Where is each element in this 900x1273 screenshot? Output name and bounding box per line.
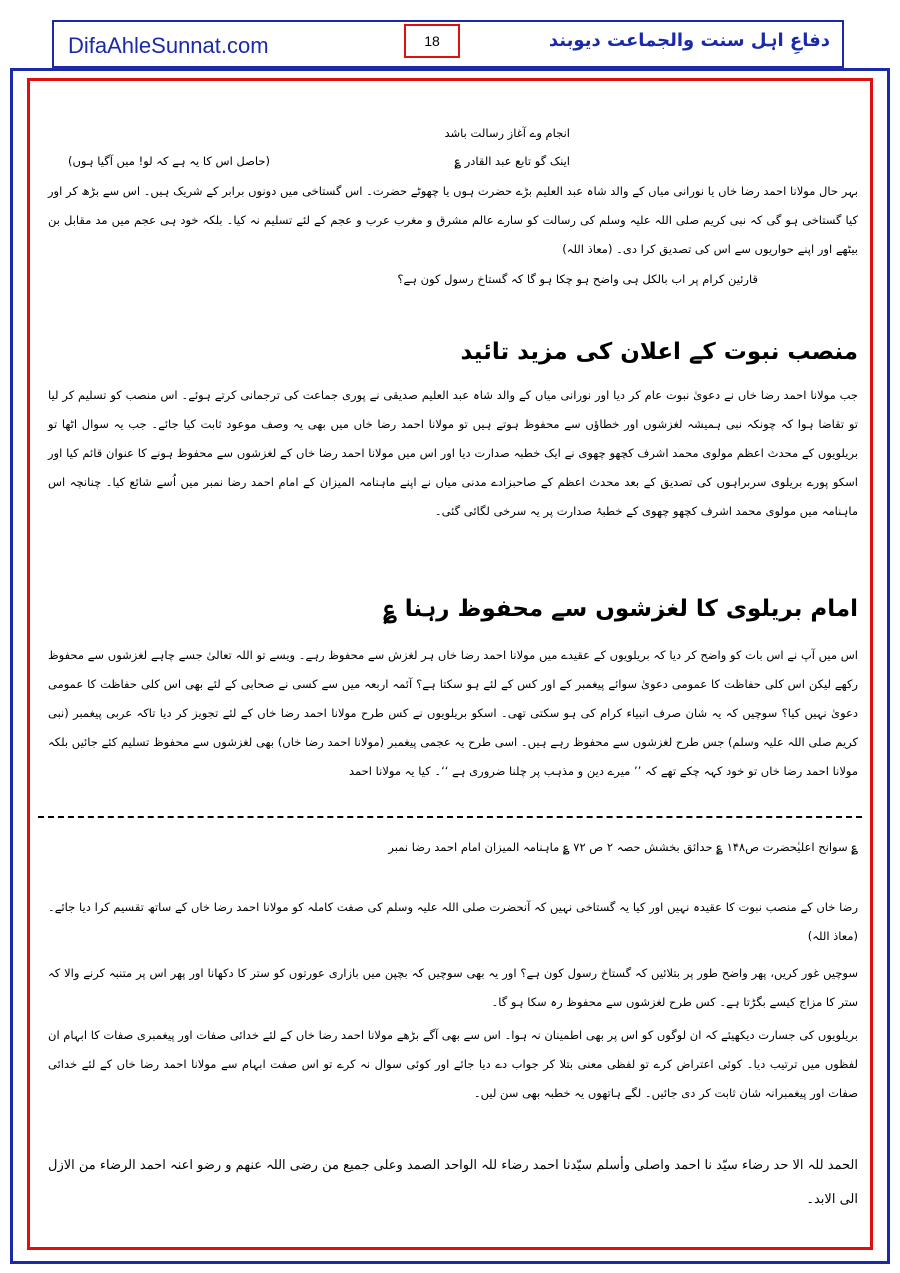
footnote: ؏ سوانح اعلیٰحضرت ص۱۴۸ ؏ حدائق بخشش حصہ ۲ ص ۷۲ ؏ ماہنامہ المیزان امام احمد رضا نمبر [388, 840, 858, 854]
page-number: 18 [404, 24, 460, 58]
header-bar [52, 20, 844, 68]
brand-title: دفاعِ اہل سنت والجماعت دیوبند [548, 30, 830, 51]
paragraph-4: سوچیں غور کریں، پھر واضح طور پر بتلائیں کہ گستاخ رسول کون ہے؟ اور یہ بھی سوچیں کہ بچپن میں بازاری عورتوں کو ستر کا دکھانا اور پھر اس پر متنبہ کرنے والا کہ ستر کا مزاج کیسے بگڑتا ہے۔ کس طرح لغزشوں سے محفوظ رہ سکا ہو گا۔ [48, 966, 858, 1009]
page-frame [27, 78, 873, 1250]
paragraph-1: جب مولانا احمد رضا خاں نے دعویٰ نبوت عام کر دیا اور نورانی میاں کے والد شاہ عبد العلیم صدیقی نے پوری جماعت کی ترجمانی کرتے ہوئے۔ اس منصب کو تسلیم کر لیا تو تقاضا ہوا کہ چونکہ نبی ہمیشہ لغزشوں اور خطاؤں سے محفوظ ہوتے ہیں تو مولانا احمد رضا خاں میں بھی یہ وصف موعود ثابت کیا جائے۔ جب یہ سوال اٹھا تو بریلویوں کے محدث اعظم مولوی محمد اشرف کچھو چھوی نے ایک خطبہ صدارت دیا اور اس میں مولانا احمد رضا خاں کے لغزشوں سے محفوظ ہونے کا عنوان قائم کیا اور اسکو پورے بریلوی سربراہوں کی تصدیق کے بعد محدث اعظم کے صاحبزادے مدنی میاں نے اپنے ماہنامہ المیزان کے امام احمد رضا نمبر میں اُسے شائع کیا۔ چنانچہ اس ماہنامہ میں مولوی محمد اشرف کچھو چھوی کے خطبۂ صدارت پر یہ سرخی لگائی گئی۔ [48, 388, 858, 518]
paragraph-2: اس میں آپ نے اس بات کو واضح کر دیا کہ بریلویوں کے عقیدے میں مولانا احمد رضا خاں ہر لغزش سے محفوظ رہے۔ ویسے تو اللہ تعالیٰ جسے چاہے لغزشوں سے محفوظ رکھے لیکن اس کلی حفاظت کا عمومی دعویٰ سوائے پیغمبر کے اور کس کے لئے ہو سکتا ہے؟ آئمہ اربعہ میں سے کسی نے صحابی کے لئے بھی اس کلی حفاظت کا عمومی دعویٰ نہیں کیا؟ سوچیں کہ یہ شان صرف انبیاء کرام کی ہو سکتی تھی۔ اسکو بریلویوں نے کس طرح مولانا احمد رضا خاں کے لئے تجویز کر دیا تاکہ عربی پیغمبر (نبی کریم صلی اللہ علیہ وسلم) جس طرح لغزشوں سے محفوظ رہے ہیں۔ اسی طرح یہ عجمی پیغمبر (مولانا احمد رضا خاں) بھی لغزشوں سے محفوظ تسلیم کئے جائیں بلکہ مولانا احمد رضا خاں تو خود کہہ چکے تھے کہ ’’ میرے دین و مذہب پر چلنا ضروری ہے ‘‘۔ کیا یہ مولانا احمد [48, 648, 858, 778]
verse-line-1: انجام وے آغاز رسالت باشد [444, 126, 570, 140]
intro-question: قارئین کرام پر اب بالکل ہی واضح ہو چکا ہو گا کہ گستاخ رسول کون ہے؟ [397, 272, 758, 286]
arabic-sermon: الحمد للہ الا حد رضاء سیّد نا احمد واصلی وأسلم سیّدنا احمد رضاء للہ الواحد الصمد وعلی جمیع من رضی اللہ عنھم و رضو اعنہ احمد الرضاء من الازل الی الابد۔ [48, 1158, 858, 1207]
verse-gloss: (حاصل اس کا یہ ہے کہ لو! میں آگیا ہوں) [67, 154, 270, 168]
footnote-separator [38, 816, 862, 818]
verse-line-2: اینک گو تابع عبد القادر ؏ [454, 154, 570, 168]
section-heading-2: امام بریلوی کا لغزشوں سے محفوظ رہنا ؏ [383, 596, 858, 622]
section-heading-1: منصب نبوت کے اعلان کی مزید تائید [460, 339, 858, 365]
paragraph-5: بریلویوں کی جسارت دیکھیئے کہ ان لوگوں کو اس پر بھی اطمینان نہ ہوا۔ اس سے بھی آگے بڑھے مولانا احمد رضا خاں کے لئے خدائی صفات اور پیغمبری صفات کا ابہام ان لفظوں میں ترتیب دیا۔ کوئی اعتراض کرے تو لفظی معنی بتلا کر جواب دے دیا جائے اور کوئی سوال نہ کرے تو اس صفت ابہام سے مولانا احمد رضا خاں کے لئے خدائی صفات اور پیغمبرانہ شان ثابت کر دی جائیں۔ لگے ہاتھوں یہ خطبہ بھی سن لیں۔ [48, 1028, 858, 1100]
intro-paragraph: بہر حال مولانا احمد رضا خاں یا نورانی میاں کے والد شاہ عبد العلیم بڑے حضرت ہوں یا چھوٹے حضرت۔ اس گستاخی میں دونوں برابر کے شریک ہیں۔ اس سے بڑھ کر اور کیا گستاخی ہو گی کہ نبی کریم صلی اللہ علیہ وسلم کی رسالت کو سارے عالم مشرق و مغرب عرب و عجم کے لئے تسلیم نہ کیا۔ بلکہ خود ہی عجم میں مد مقابل بن بیٹھے اور اپنے حواریوں سے اس کی تصدیق کرا دی۔ (معاذ اللہ) [48, 184, 858, 256]
paragraph-3: رضا خاں کے منصب نبوت کا عقیدہ نہیں اور کیا یہ گستاخی نہیں کہ آنحضرت صلی اللہ علیہ وسلم کی صفت کاملہ کو مولانا احمد رضا خاں کے ساتھ تقسیم کرا دیا جائے۔ (معاذ اللہ) [48, 900, 858, 943]
site-link[interactable]: DifaAhleSunnat.com [68, 33, 269, 58]
